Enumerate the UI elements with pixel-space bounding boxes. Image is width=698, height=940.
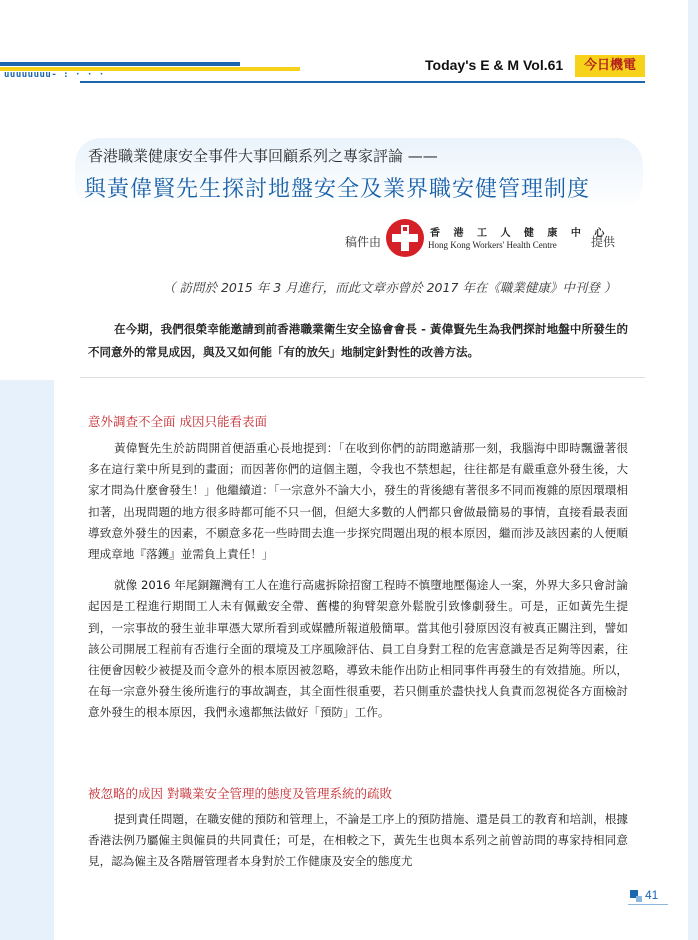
section-1-paragraph-2: 就像 2016 年尾銅鑼灣有工人在進行高處拆除招窗工程時不慎墮地壓傷途人一案，外界大多只會討論起因是工程進行期間工人未有佩戴安全帶、舊樓的狗臂架意外鬆脫引致慘劇發生。可是，正如黃先生提到，一宗事故的發生並非單憑大眾所看到或媒體所報道般簡單。當其他引發原因沒有被真正關注到，譬如該公司開展工程前有否進行全面的環境及工序風險評估、員工自身對工程的危害意識是否足夠等因素，往往便會因較少被提及而令意外的根本原因被忽略，導致未能作出防止相同事件再發生的有效措施。所以，在每一宗意外發生後所進行的事故調查，其全面性很重要，若只側重於盡快找人負責而忽視從各方面檢討意外發生的根本原因，我們永遠都無法做好「預防」工作。	[88, 578, 628, 720]
credit-prefix: 稿件由	[345, 235, 382, 249]
right-margin-panel	[688, 0, 698, 940]
workers-health-centre-logo-icon	[386, 219, 424, 257]
left-margin-panel	[0, 380, 54, 940]
org-name-english: Hong Kong Workers' Health Centre	[428, 240, 557, 250]
org-name-chinese: 香 港 工 人 健 康 中 心	[430, 228, 610, 239]
section-1-paragraph-1: 黃偉賢先生於訪問開首便語重心長地提到：「在收到你們的訪問邀請那一刻，我腦海中即時飄盪著很多在這行業中所見到的畫面；而因著你們的這個主題，令我也不禁想起，往往都是有嚴重意外發生後，大家才問為什麼會發生！」他繼續道：「一宗意外不論大小，發生的背後總有著很多不同而複雜的原因環環相扣著，出現問題的地方很多時都可能不只一個，但絕大多數的人們都只會做最簡易的事情，直接看最表面導致意外發生的因素，不願意多花一些時間去進一步探究問題出現的根本原因，繼而涉及該因素的人便順理成章地『落鑊』並需負上責任！」	[88, 441, 628, 562]
section-2-body	[88, 809, 628, 873]
section-tag: 今日機電	[575, 55, 645, 77]
intro-divider	[80, 377, 645, 378]
intro-text: 在今期，我們很榮幸能邀請到前香港職業衛生安全協會會長 - 黃偉賢先生為我們探討地盤中所發生的不同意外的常見成因，與及又如何能「有的放矢」地制定針對性的改善方法。	[88, 322, 628, 359]
publication-note: （ 訪問於 2015 年 3 月進行，而此文章亦曾於 2017 年在《職業健康》中刊登 ）	[163, 280, 617, 295]
section-heading-2: 被忽略的成因 對職業安全管理的態度及管理系統的疏敗	[88, 786, 392, 801]
section-1-body	[88, 438, 628, 724]
series-line: 香港職業健康安全事件大事回顧系列之專家評論 ——	[88, 147, 438, 165]
section-2-paragraph-1: 提到責任問題，在職安健的預防和管理上，不論是工序上的預防措施、還是員工的教育和培訓，根據香港法例乃屬僱主與僱員的共同責任；可是，在相較之下，黃先生也與本系列之前曾訪問的專家持相同意見，認為僱主及各階層管理者本身對於工作健康及安全的態度尤	[88, 812, 628, 869]
page-number: 41	[645, 888, 659, 902]
magazine-issue: Today's E & M Vol.61	[425, 57, 564, 73]
header-rule	[80, 81, 645, 83]
article-title: 與黃偉賢先生探討地盤安全及業界職安健管理制度	[84, 177, 591, 202]
footer-rule	[628, 904, 668, 905]
page-marker-square-light	[636, 896, 642, 902]
credit-suffix: 提供	[591, 235, 616, 249]
header-stripe-blue	[0, 62, 240, 66]
section-heading-1: 意外調查不全面 成因只能看表面	[88, 414, 267, 429]
intro-paragraph	[88, 318, 628, 364]
header-dot-strip: uuuuuuuu- : · · ·	[4, 70, 105, 80]
